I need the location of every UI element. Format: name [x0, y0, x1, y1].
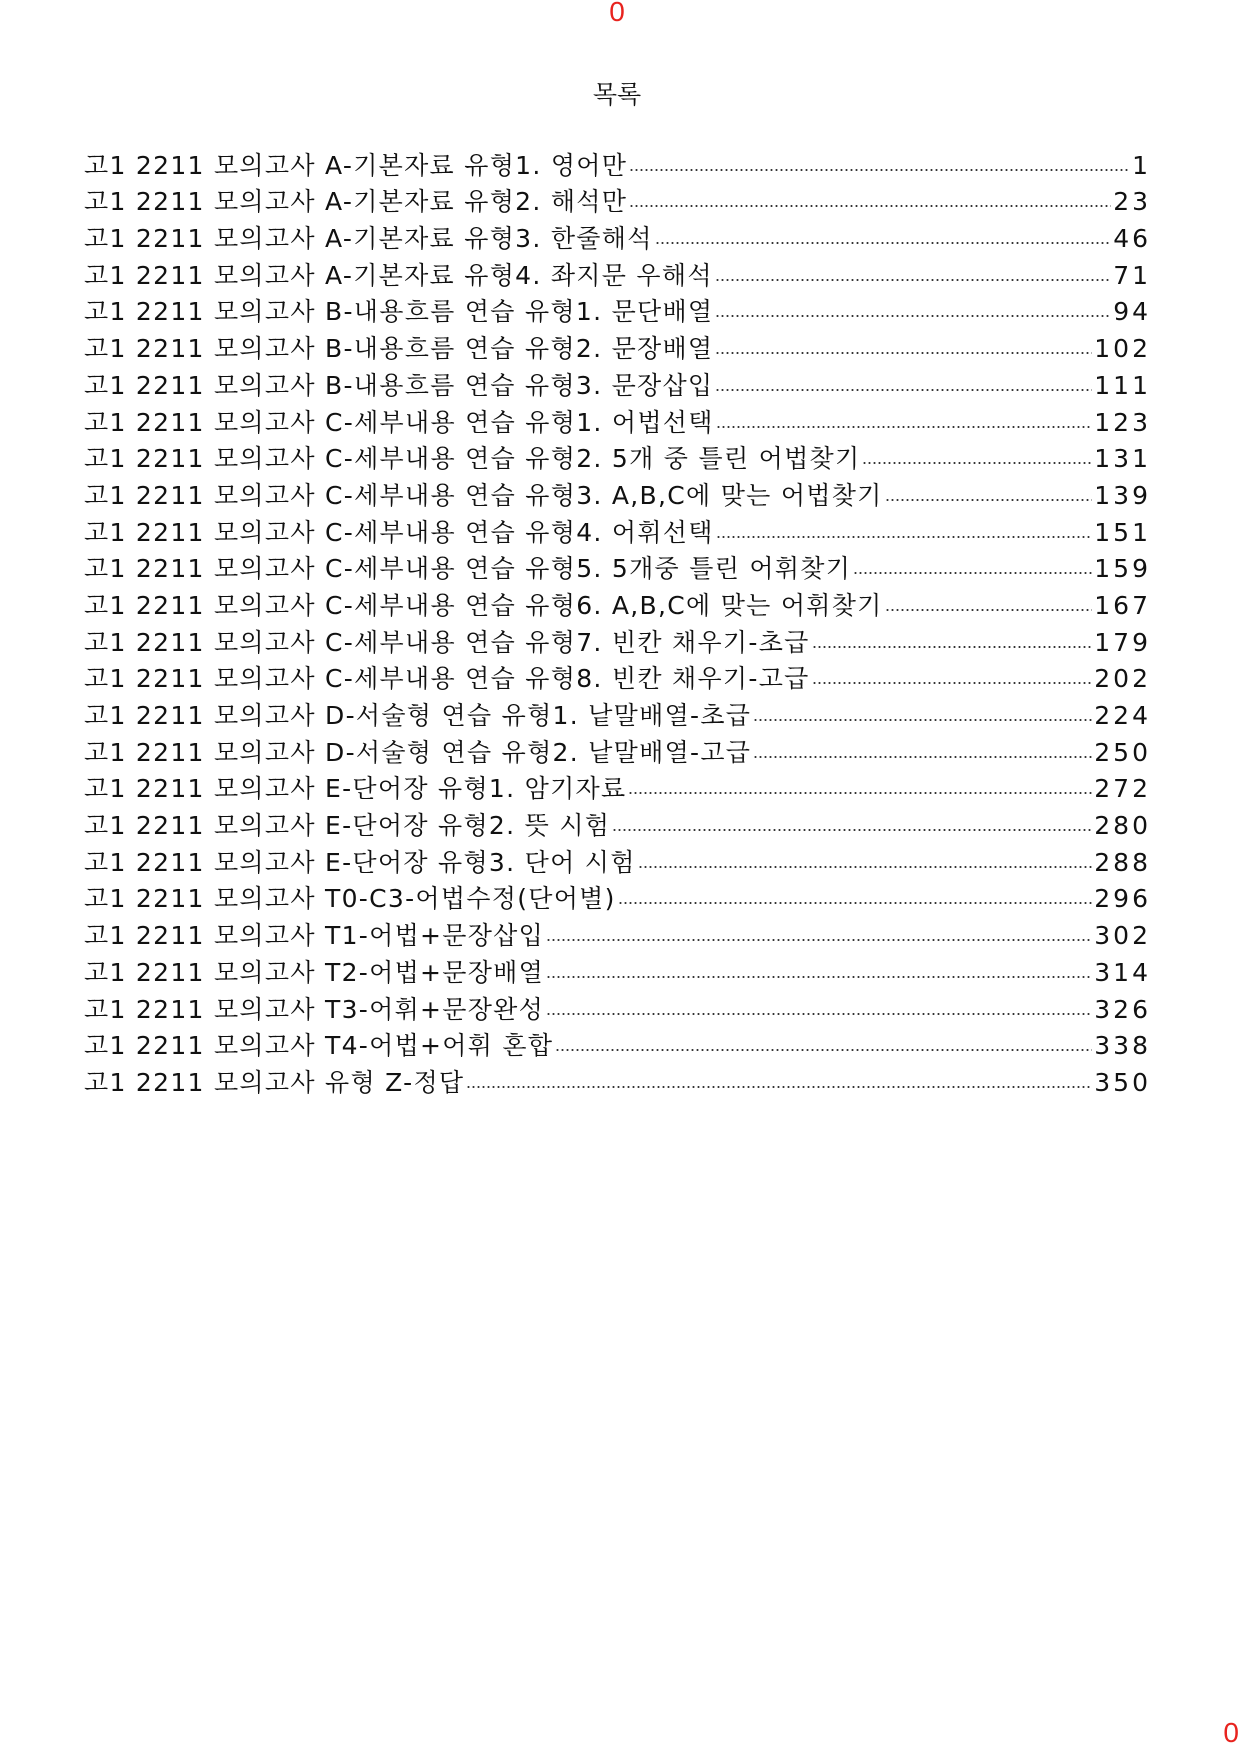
toc-entry-label: 고1 2211 모의고사 D-서술형 연습 유형1. 낱말배열-초급: [84, 701, 752, 730]
toc-leader-dots: [612, 828, 1092, 832]
toc-entry-label: 고1 2211 모의고사 C-세부내용 연습 유형6. A,B,C에 맞는 어휘찾기: [84, 590, 883, 620]
toc-leader-dots: [715, 351, 1092, 355]
toc-entry[interactable]: [84, 841, 1151, 878]
toc-entry-page: 250: [1094, 737, 1151, 767]
toc-entry-page: 1: [1132, 150, 1151, 180]
toc-leader-dots: [885, 498, 1093, 502]
toc-entry[interactable]: [84, 731, 1151, 768]
toc-list: [84, 144, 1151, 1098]
toc-entry-page: 288: [1094, 847, 1151, 877]
toc-entry-page: 280: [1094, 811, 1151, 841]
toc-entry[interactable]: [84, 144, 1151, 181]
toc-entry-page: 159: [1094, 554, 1151, 584]
toc-entry-label: 고1 2211 모의고사 E-단어장 유형2. 뜻 시험: [84, 811, 611, 841]
toc-entry[interactable]: [84, 878, 1151, 915]
toc-entry-label: 고1 2211 모의고사 A-기본자료 유형2. 해석만: [84, 187, 628, 217]
toc-entry-page: 326: [1094, 994, 1151, 1024]
toc-entry-page: 102: [1094, 334, 1151, 364]
toc-entry-label: 고1 2211 모의고사 T4-어법+어휘 혼합: [84, 1031, 554, 1061]
toc-leader-dots: [862, 461, 1092, 465]
toc-entry-label: 고1 2211 모의고사 C-세부내용 연습 유형4. 어휘선택: [84, 517, 714, 547]
toc-entry[interactable]: [84, 327, 1151, 364]
toc-title: 목록: [592, 80, 642, 109]
toc-entry-label: 고1 2211 모의고사 유형 Z-정답: [84, 1067, 465, 1097]
toc-entry-label: 고1 2211 모의고사 B-내용흐름 연습 유형1. 문단배열: [84, 297, 714, 327]
toc-entry[interactable]: [84, 364, 1151, 401]
toc-entry[interactable]: [84, 694, 1151, 731]
toc-leader-dots: [628, 791, 1092, 795]
toc-entry[interactable]: [84, 474, 1151, 511]
toc-entry-page: 23: [1113, 187, 1151, 217]
toc-entry[interactable]: [84, 1061, 1151, 1098]
toc-leader-dots: [853, 571, 1092, 575]
toc-leader-dots: [629, 204, 1111, 208]
toc-leader-dots: [618, 901, 1093, 905]
toc-leader-dots: [812, 681, 1093, 685]
toc-entry-page: 224: [1094, 701, 1151, 730]
toc-leader-dots: [885, 608, 1093, 612]
toc-entry-label: 고1 2211 모의고사 E-단어장 유형1. 암기자료: [84, 774, 627, 804]
toc-entry-label: 고1 2211 모의고사 B-내용흐름 연습 유형3. 문장삽입: [84, 370, 714, 400]
toc-entry-page: 139: [1094, 480, 1151, 510]
toc-entry[interactable]: [84, 914, 1151, 951]
toc-entry[interactable]: [84, 658, 1151, 695]
toc-entry[interactable]: [84, 254, 1151, 291]
toc-leader-dots: [812, 645, 1093, 649]
toc-leader-dots: [715, 388, 1092, 392]
bottom-page-number: 0: [1223, 1717, 1239, 1748]
toc-entry[interactable]: [84, 438, 1151, 475]
toc-entry-label: 고1 2211 모의고사 B-내용흐름 연습 유형2. 문장배열: [84, 334, 714, 364]
toc-entry-page: 314: [1094, 957, 1151, 987]
toc-entry-label: 고1 2211 모의고사 D-서술형 연습 유형2. 낱말배열-고급: [84, 737, 752, 767]
toc-leader-dots: [716, 425, 1093, 429]
toc-entry-page: 151: [1094, 517, 1151, 547]
toc-entry-page: 123: [1094, 407, 1151, 437]
toc-entry-label: 고1 2211 모의고사 A-기본자료 유형4. 좌지문 우해석: [84, 260, 713, 290]
toc-leader-dots: [546, 975, 1092, 979]
toc-entry-label: 고1 2211 모의고사 T0-C3-어법수정(단어별): [84, 884, 616, 914]
toc-entry-label: 고1 2211 모의고사 C-세부내용 연습 유형8. 빈칸 채우기-고급: [84, 664, 810, 694]
toc-entry-page: 272: [1094, 774, 1151, 804]
toc-entry[interactable]: [84, 548, 1151, 585]
toc-entry-page: 71: [1113, 260, 1151, 290]
toc-entry-page: 296: [1094, 884, 1151, 914]
toc-entry-label: 고1 2211 모의고사 A-기본자료 유형3. 한줄해석: [84, 224, 653, 254]
toc-entry-label: 고1 2211 모의고사 C-세부내용 연습 유형1. 어법선택: [84, 407, 714, 437]
toc-entry-label: 고1 2211 모의고사 T3-어휘+문장완성: [84, 994, 545, 1024]
toc-leader-dots: [546, 938, 1092, 942]
toc-entry-page: 179: [1094, 627, 1151, 657]
toc-entry[interactable]: [84, 511, 1151, 548]
toc-entry[interactable]: [84, 401, 1151, 438]
toc-entry-label: 고1 2211 모의고사 T1-어법+문장삽입: [84, 921, 545, 951]
toc-entry-label: 고1 2211 모의고사 C-세부내용 연습 유형7. 빈칸 채우기-초급: [84, 627, 810, 657]
toc-entry[interactable]: [84, 217, 1151, 254]
toc-leader-dots: [753, 755, 1092, 759]
toc-entry-label: 고1 2211 모의고사 C-세부내용 연습 유형3. A,B,C에 맞는 어법찾기: [84, 480, 883, 510]
toc-entry-page: 338: [1094, 1031, 1151, 1061]
toc-entry-page: 111: [1094, 370, 1151, 400]
toc-entry-page: 350: [1094, 1067, 1151, 1097]
toc-leader-dots: [555, 1048, 1092, 1052]
toc-leader-dots: [716, 535, 1093, 539]
toc-entry-label: 고1 2211 모의고사 C-세부내용 연습 유형2. 5개 중 틀린 어법찾기: [84, 444, 861, 474]
toc-entry[interactable]: [84, 988, 1151, 1025]
toc-entry-page: 202: [1094, 664, 1151, 694]
toc-entry[interactable]: [84, 584, 1151, 621]
toc-entry-page: 302: [1094, 921, 1151, 951]
toc-entry[interactable]: [84, 291, 1151, 328]
toc-entry[interactable]: [84, 768, 1151, 805]
toc-entry[interactable]: [84, 951, 1151, 988]
toc-entry-page: 167: [1094, 590, 1151, 620]
toc-leader-dots: [753, 718, 1092, 722]
toc-entry[interactable]: [84, 181, 1151, 218]
toc-entry-label: 고1 2211 모의고사 E-단어장 유형3. 단어 시험: [84, 847, 636, 877]
toc-entry-label: 고1 2211 모의고사 T2-어법+문장배열: [84, 957, 545, 987]
toc-leader-dots: [546, 1012, 1092, 1016]
toc-entry-page: 131: [1094, 444, 1151, 474]
toc-leader-dots: [715, 278, 1111, 282]
top-page-number: 0: [609, 0, 625, 27]
toc-leader-dots: [638, 865, 1093, 869]
toc-entry[interactable]: [84, 804, 1151, 841]
toc-leader-dots: [655, 241, 1112, 245]
toc-leader-dots: [629, 168, 1130, 172]
toc-leader-dots: [466, 1085, 1092, 1089]
toc-entry[interactable]: [84, 621, 1151, 658]
toc-entry-page: 46: [1113, 224, 1151, 254]
toc-leader-dots: [715, 314, 1111, 318]
toc-entry[interactable]: [84, 1025, 1151, 1062]
toc-entry-label: 고1 2211 모의고사 C-세부내용 연습 유형5. 5개중 틀린 어휘찾기: [84, 554, 852, 584]
toc-entry-label: 고1 2211 모의고사 A-기본자료 유형1. 영어만: [84, 150, 628, 180]
toc-entry-page: 94: [1113, 297, 1151, 327]
